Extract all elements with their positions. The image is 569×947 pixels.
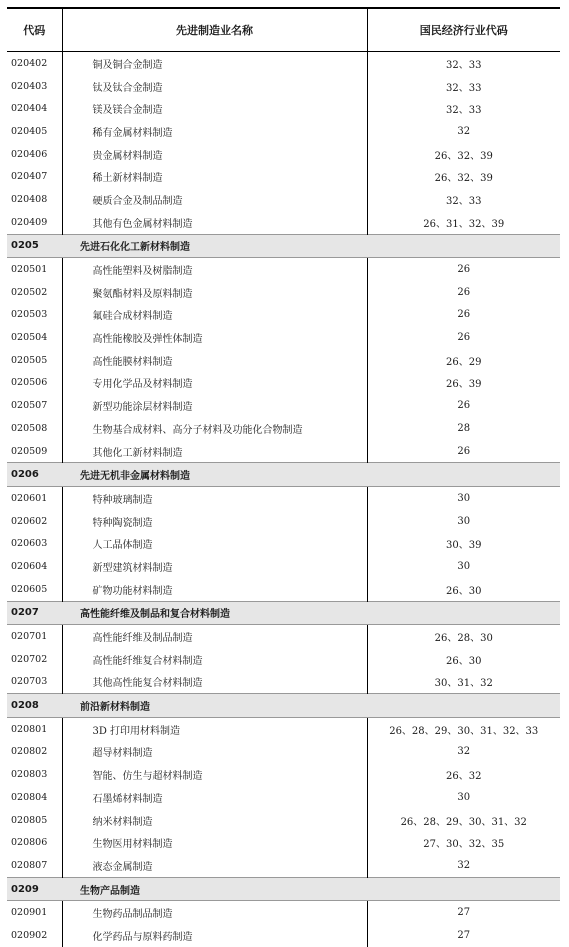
code-cell: 020604	[11, 560, 48, 572]
header-name: 先进制造业名称	[62, 8, 367, 52]
code-cell: 020408	[11, 193, 48, 205]
industry-code-cell: 32	[367, 854, 560, 877]
table-row	[7, 281, 560, 304]
table-row	[7, 372, 560, 395]
header-row	[7, 8, 560, 52]
code-cell: 020509	[11, 445, 48, 457]
name-cell: 其他有色金属材料制造	[62, 211, 367, 234]
code-cell: 020507	[11, 400, 48, 412]
category-row	[7, 234, 560, 258]
industry-code-cell	[367, 601, 560, 625]
code-cell: 020502	[11, 286, 48, 298]
name-cell: 特种陶瓷制造	[62, 510, 367, 533]
code-cell: 020503	[11, 309, 48, 321]
industry-code-cell: 30、39	[367, 532, 560, 555]
table-row	[7, 52, 560, 75]
industry-code-cell: 27	[367, 924, 560, 947]
industry-classification-table	[7, 7, 560, 947]
table-row	[7, 120, 560, 143]
name-cell: 新型功能涂层材料制造	[62, 394, 367, 417]
name-cell: 特种玻璃制造	[62, 487, 367, 510]
industry-code-cell: 28	[367, 417, 560, 440]
industry-code-cell: 26、30	[367, 578, 560, 601]
industry-code-cell: 27、30、32、35	[367, 831, 560, 854]
table-row	[7, 143, 560, 166]
industry-code-cell: 30	[367, 510, 560, 533]
code-cell: 0206	[7, 463, 62, 487]
name-cell: 高性能纤维复合材料制造	[62, 648, 367, 671]
name-cell: 其他化工新材料制造	[62, 440, 367, 463]
code-cell: 020901	[11, 907, 48, 919]
table-header	[7, 8, 560, 52]
table-row	[7, 487, 560, 510]
table-row	[7, 741, 560, 764]
name-cell: 生物产品制造	[62, 877, 367, 901]
table-row	[7, 671, 560, 694]
code-cell: 020805	[11, 814, 48, 826]
name-cell: 生物药品制品制造	[62, 901, 367, 924]
industry-code-cell: 26	[367, 326, 560, 349]
industry-code-cell: 30	[367, 786, 560, 809]
table-row	[7, 75, 560, 98]
industry-code-cell: 30、31、32	[367, 671, 560, 694]
industry-code-cell: 26、32、39	[367, 143, 560, 166]
name-cell: 高性能塑料及树脂制造	[62, 258, 367, 281]
industry-code-cell: 26	[367, 258, 560, 281]
industry-code-cell: 26	[367, 394, 560, 417]
industry-code-cell: 26	[367, 281, 560, 304]
table-row	[7, 165, 560, 188]
name-cell: 高性能膜材料制造	[62, 349, 367, 372]
table-row	[7, 854, 560, 877]
table-row	[7, 717, 560, 740]
code-cell: 020405	[11, 125, 48, 137]
industry-code-cell: 26	[367, 440, 560, 463]
table-row	[7, 188, 560, 211]
name-cell: 先进石化化工新材料制造	[62, 234, 367, 258]
table-row	[7, 211, 560, 234]
industry-code-cell: 26	[367, 304, 560, 327]
code-cell: 0209	[7, 877, 62, 901]
category-row	[7, 463, 560, 487]
table-row	[7, 625, 560, 648]
name-cell: 高性能纤维及制品制造	[62, 625, 367, 648]
name-cell: 聚氨酯材料及原料制造	[62, 281, 367, 304]
name-cell: 矿物功能材料制造	[62, 578, 367, 601]
industry-code-cell: 26、30	[367, 648, 560, 671]
name-cell: 纳米材料制造	[62, 809, 367, 832]
code-cell: 020407	[11, 171, 48, 183]
code-cell: 0207	[7, 601, 62, 625]
industry-code-cell	[367, 234, 560, 258]
table-row	[7, 555, 560, 578]
name-cell: 石墨烯材料制造	[62, 786, 367, 809]
category-row	[7, 694, 560, 718]
table-row	[7, 97, 560, 120]
code-cell: 0208	[7, 694, 62, 718]
industry-code-cell: 26、39	[367, 372, 560, 395]
name-cell: 稀有金属材料制造	[62, 120, 367, 143]
industry-code-cell: 26、28、29、30、31、32、33	[367, 717, 560, 740]
name-cell: 前沿新材料制造	[62, 694, 367, 718]
name-cell: 生物医用材料制造	[62, 831, 367, 854]
code-cell: 020406	[11, 148, 48, 160]
code-cell: 020504	[11, 332, 48, 344]
industry-code-cell: 32	[367, 741, 560, 764]
name-cell: 液态金属制造	[62, 854, 367, 877]
code-cell: 020703	[11, 676, 48, 688]
code-cell: 020506	[11, 377, 48, 389]
industry-code-cell: 30	[367, 555, 560, 578]
industry-code-cell: 30	[367, 487, 560, 510]
table-row	[7, 532, 560, 555]
table-row	[7, 648, 560, 671]
industry-code-cell: 32、33	[367, 188, 560, 211]
name-cell: 人工晶体制造	[62, 532, 367, 555]
code-cell: 020404	[11, 103, 48, 115]
code-cell: 020804	[11, 791, 48, 803]
code-cell: 020803	[11, 769, 48, 781]
name-cell: 新型建筑材料制造	[62, 555, 367, 578]
code-cell: 020402	[11, 57, 48, 69]
code-cell: 020603	[11, 538, 48, 550]
code-cell: 020605	[11, 583, 48, 595]
industry-code-cell	[367, 877, 560, 901]
code-cell: 020702	[11, 653, 48, 665]
code-cell: 020601	[11, 492, 48, 504]
code-cell: 020602	[11, 515, 48, 527]
industry-code-cell: 26、32	[367, 763, 560, 786]
industry-code-cell: 26、29	[367, 349, 560, 372]
name-cell: 铜及铜合金制造	[62, 52, 367, 75]
name-cell: 生物基合成材料、高分子材料及功能化合物制造	[62, 417, 367, 440]
industry-code-cell: 32、33	[367, 52, 560, 75]
table-row	[7, 924, 560, 947]
name-cell: 氟硅合成材料制造	[62, 304, 367, 327]
code-cell: 020403	[11, 80, 48, 92]
category-row	[7, 877, 560, 901]
industry-code-cell: 32、33	[367, 75, 560, 98]
table-row	[7, 417, 560, 440]
code-cell: 020501	[11, 264, 48, 276]
code-cell: 020802	[11, 746, 48, 758]
name-cell: 智能、仿生与超材料制造	[62, 763, 367, 786]
table-row	[7, 786, 560, 809]
table-row	[7, 763, 560, 786]
code-cell: 020807	[11, 859, 48, 871]
industry-code-cell: 26、28、30	[367, 625, 560, 648]
industry-code-cell	[367, 694, 560, 718]
industry-code-cell	[367, 463, 560, 487]
table-body	[7, 52, 560, 947]
table-row	[7, 510, 560, 533]
name-cell: 超导材料制造	[62, 741, 367, 764]
name-cell: 先进无机非金属材料制造	[62, 463, 367, 487]
industry-code-cell: 26、32、39	[367, 165, 560, 188]
code-cell: 020801	[11, 723, 48, 735]
code-cell: 020409	[11, 216, 48, 228]
name-cell: 高性能橡胶及弹性体制造	[62, 326, 367, 349]
code-cell: 0205	[7, 234, 62, 258]
code-cell: 020505	[11, 354, 48, 366]
table-row	[7, 440, 560, 463]
table-row	[7, 326, 560, 349]
name-cell: 其他高性能复合材料制造	[62, 671, 367, 694]
industry-code-cell: 32、33	[367, 97, 560, 120]
table-row	[7, 349, 560, 372]
name-cell: 稀土新材料制造	[62, 165, 367, 188]
table-row	[7, 809, 560, 832]
header-code: 代码	[7, 8, 62, 52]
name-cell: 钛及钛合金制造	[62, 75, 367, 98]
name-cell: 贵金属材料制造	[62, 143, 367, 166]
code-cell: 020508	[11, 422, 48, 434]
header-industry-code: 国民经济行业代码	[367, 8, 560, 52]
name-cell: 硬质合金及制品制造	[62, 188, 367, 211]
name-cell: 镁及镁合金制造	[62, 97, 367, 120]
industry-code-cell: 26、28、29、30、31、32	[367, 809, 560, 832]
table-row	[7, 258, 560, 281]
code-cell: 020902	[11, 929, 48, 941]
table-row	[7, 901, 560, 924]
category-row	[7, 601, 560, 625]
code-cell: 020806	[11, 837, 48, 849]
name-cell: 化学药品与原料药制造	[62, 924, 367, 947]
name-cell: 专用化学品及材料制造	[62, 372, 367, 395]
name-cell: 3D 打印用材料制造	[62, 717, 367, 740]
industry-code-cell: 26、31、32、39	[367, 211, 560, 234]
code-cell: 020701	[11, 631, 48, 643]
industry-code-cell: 27	[367, 901, 560, 924]
table-row	[7, 831, 560, 854]
table-row	[7, 304, 560, 327]
table-row	[7, 578, 560, 601]
table-row	[7, 394, 560, 417]
name-cell: 高性能纤维及制品和复合材料制造	[62, 601, 367, 625]
industry-code-cell: 32	[367, 120, 560, 143]
